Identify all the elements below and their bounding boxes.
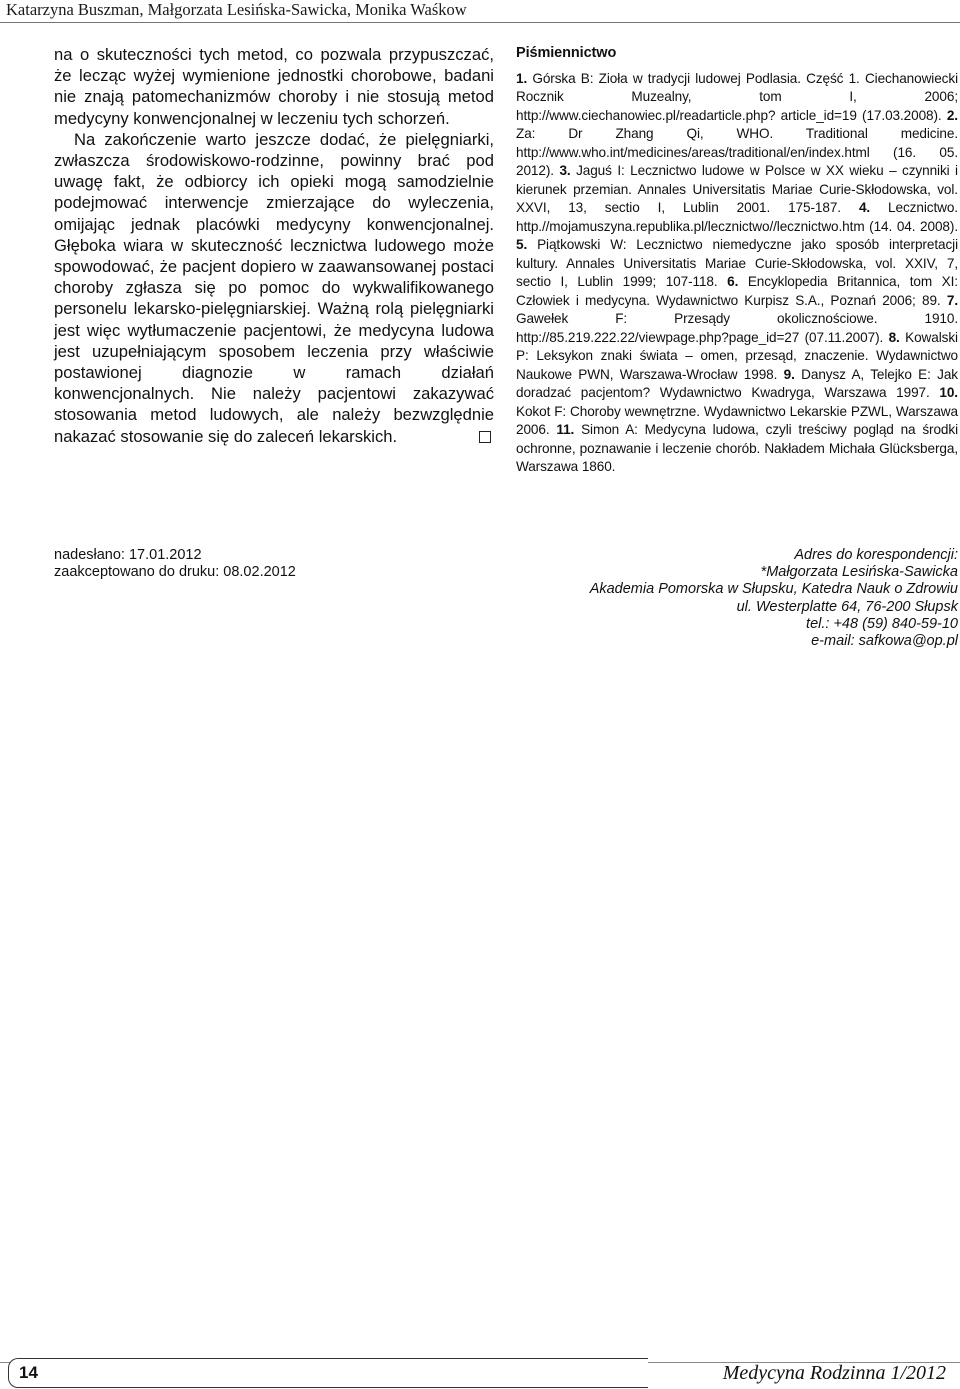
references-heading: Piśmiennictwo [516, 45, 617, 61]
reference-text: Za: Dr Zhang Qi, WHO. Traditional medicine. http://www.who.int/medicines/areas/traditional/en/index.html (16. 05. 2012). [516, 126, 958, 178]
reference-text: Danysz A, Telejko E: Jak doradzać pacjentom? Wydawnictwo Kwadryga, Warszawa 1997. [516, 366, 958, 400]
reference-text: Piątkowski W: Lecznictwo niemedyczne jako sposób interpretacji kultury. Annales Universitatis Mariae Curie-Skłodowska, vol. XXIV, 7, sectio I, Lublin 1999; 107-118. [516, 237, 958, 289]
journal-title: Medycyna Rodzinna 1/2012 [722, 1362, 946, 1384]
references-section [516, 44, 958, 477]
header-divider [0, 22, 960, 23]
correspondence-name: *Małgorzata Lesińska-Sawicka [760, 564, 958, 581]
reference-text: Kowalski P: Leksykon znaki świata – omen, przesąd, znaczenie. Wydawnictwo Naukowe PWN, Warszawa-Wrocław 1998. [516, 329, 958, 382]
reference-number: 8. [888, 329, 900, 345]
article-body-column [54, 44, 494, 447]
reference-number: 6. [727, 274, 739, 289]
reference-text: Górska B: Zioła w tradycji ludowej Podlasia. Część 1. Ciechanowiecki Rocznik Muzealny, tom I, 2006; http://www.ciechanowiec.pl/readarticle.php? article_id=19 (17.03.2008). [516, 70, 958, 123]
page-number-tab [8, 1358, 648, 1388]
correspondence-phone: tel.: +48 (59) 840-59-10 [806, 615, 958, 632]
reference-number: 2. [946, 107, 958, 123]
reference-number: 4. [858, 200, 871, 215]
accepted-date: zaakceptowano do druku: 08.02.2012 [54, 564, 296, 580]
reference-text: Encyklopedia Britannica, tom XI: Człowiek i medycyna. Wydawnictwo Kurpisz S.A., Poznań 2006; 89. [516, 274, 958, 308]
correspondence-address [498, 547, 958, 650]
reference-text: Simon A: Medycyna ludowa, czyli treściwy pogląd na środki ochronne, poznawanie i leczenie chorób. Nakładem Michała Glücksberga, Warszawa 1860. [516, 422, 958, 474]
body-paragraph-2-text: Na zakończenie warto jeszcze dodać, że pielęgniarki, zwłaszcza środowiskowo-rodzinne, powinny brać pod uwagę fakt, że odbiorcy ich opieki mogą samodzielnie podejmować interwencje zmierzające do wyleczenia, omijając jednak placówki medycyny konwencjonalnej. Głęboka wiara w skuteczność lecznictwa ludowego może spowodować, że pacjent dopiero w zaawansowanej postaci choroby zgłasza się po pomoc do wykwalifikowanego personelu lekarsko-pielęgniarskiej. Ważną rolą pielęgniarki jest więc wytłumaczenie pacjentowi, że medycyna ludowa jest uzupełniającym sposobem leczenia przy właściwie postawionej diagnozie w ramach działań konwencjonalnych. Nie należy pacjentowi zakazywać stosowania metod ludowych, ale należy bezwzględnie nakazać stosowanie się do zaleceń lekarskich. [54, 129, 494, 446]
correspondence-street: ul. Westerplatte 64, 76-200 Słupsk [736, 598, 958, 615]
submission-dates [54, 547, 296, 581]
correspondence-title: Adres do korespondencji: [794, 547, 958, 563]
reference-text: Kokot F: Choroby wewnętrzne. Wydawnictwo Lekarskie PZWL, Warszawa 2006. [516, 403, 958, 437]
reference-number: 9. [783, 366, 795, 382]
reference-text: Lecznictwo. http.//mojamuszyna.republika.pl/lecznictwo//lecznictwo.htm (14. 04. 2008). [516, 200, 958, 234]
reference-number: 11. [556, 422, 575, 437]
received-date: nadesłano: 17.01.2012 [54, 547, 202, 563]
body-paragraph-1: na o skuteczności tych metod, co pozwala przypuszczać, że lecząc wyżej wymienione jednostki chorobowe, badani nie znają patomechanizmów choroby i nie stosują metod medycyny konwencjonalnej w leczeniu tych schorzeń. [54, 45, 494, 128]
references-list [516, 70, 958, 477]
reference-number: 5. [516, 237, 528, 252]
reference-number: 3. [559, 163, 571, 178]
reference-number: 7. [946, 292, 959, 308]
reference-text: Gawełek F: Przesądy okolicznościowe. 1910. http://85.219.222.22/viewpage.php?page_id=27 (07.11.2007). [516, 311, 958, 345]
body-paragraph-2 [54, 129, 494, 447]
page-number: 14 [19, 1363, 38, 1382]
running-header-authors: Katarzyna Buszman, Małgorzata Lesińska-Sawicka, Monika Waśkow [6, 0, 467, 19]
correspondence-email: e-mail: safkowa@op.pl [811, 633, 958, 650]
reference-number: 1. [516, 70, 528, 86]
end-of-article-square-icon [479, 431, 491, 443]
reference-text: Jaguś I: Lecznictwo ludowe w Polsce w XX wieku – czynniki i kierunek przemian. Annales Universitatis Mariae Curie-Skłodowska, vol. XXVI, 13, sectio I, Lublin 2001. 175-187. [516, 163, 958, 215]
correspondence-affiliation: Akademia Pomorska w Słupsku, Katedra Nauk o Zdrowiu [589, 581, 958, 598]
reference-number: 10. [939, 385, 958, 400]
